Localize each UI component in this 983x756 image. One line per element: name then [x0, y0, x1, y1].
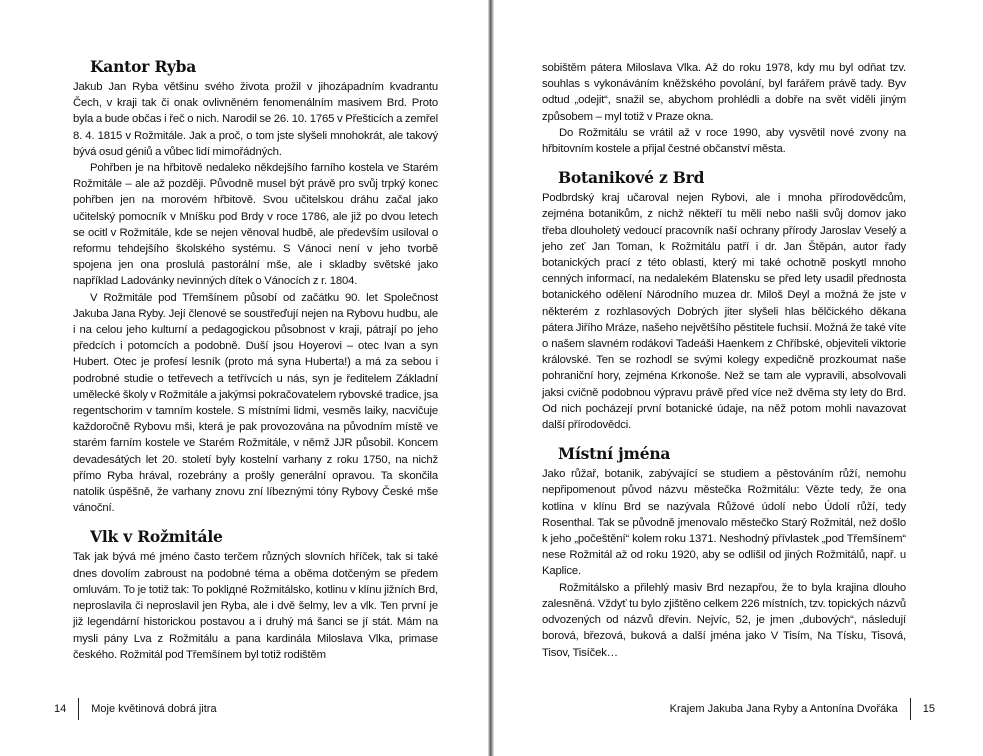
paragraph: Jakub Jan Ryba většinu svého života prožil v jihozápadním kvadrantu Čech, v kraji tak či onak ovlivněném fenomenálním masivem Brd. Proto byla a bude občas i řeč o nich. Narodil se 26. 10. 1765 v Přešticích a zemřel 8. 4. 1815 v Rožmitále. Jak a proč, o tom jste slyšeli mnohokrát, ale takový bývá osud géniů a vůbec lidí mimořádných. — [73, 81, 438, 158]
page-number: 14 — [54, 703, 67, 715]
paragraph: Jako růžař, botanik, zabývající se studiem a pěstováním růží, nemohu nepřipomenout původ názvu městečka Rožmitálu: Vězte tedy, že ona kotlina v klínu Brd se nazývala Růžové údolí nebo Údolí růží, tedy Rosenthal. Tak se původně jmenovalo městečko Starý Rožmitál, než došlo k jeho „počeštění“ kolem roku 1371. Neshodný přívlastek „pod Třemšínem“ nese Rožmitál až od roku 1920, aby se odlišil od jiných Rožmitálů, např. u Kaplice. — [542, 468, 906, 578]
left-page — [0, 0, 488, 756]
left-footer — [54, 698, 217, 720]
paragraph: Do Rožmitálu se vrátil až v roce 1990, aby vysvětil nové zvony na hřbitovním kostele a přijal čestné občanství města. — [542, 126, 906, 156]
section-heading: Kantor Ryba — [90, 57, 197, 76]
paragraph: sobištěm pátera Miloslava Vlka. Až do roku 1978, kdy mu byl odňat tzv. souhlas s vykonáváním kněžského povolání, byl farářem právě tady. Byv odtud „odejit“, snažil se, abychom prohlédli a dobře na svět viděli jiným způsobem – myl totiž v Praze okna. — [542, 62, 906, 123]
section-heading: Vlk v Rožmitále — [90, 527, 223, 547]
section-heading: Botanikové z Brd — [558, 168, 705, 188]
page-number: 15 — [922, 703, 935, 715]
paragraph: Podbrdský kraj učaroval nejen Rybovi, ale i mnoha přírodovědcům, zejména botanikům, z nichž někteří tu měli nebo našli svůj domov jako třeba dlouholetý vedoucí pracovník naší ochrany přírody Jaroslav Veselý a jeho zeť Jan Toman, k Rožmitálu patří i dr. Jan Štěpán, autor řady botanických prací z této oblasti, který mi také ochotně poskytl mnoho cenných informací, na nedalekém Blatensku se před lety usadil přednosta botanického odělení Národního muzea dr. Miloš Deyl a možná že jste v některém z rozhlasových Dobrých jiter slyšeli hlas bělčického děkana pátera Jiřího Mráze, našeho největšího pěstitele fuchsií. Možná že také víte o našem slavném rodákovi Tadeáši Haenkem z Chříbské, objeviteli viktorie královské. Ten se rozhodl se svými kolegy expedičně prozkoumat naše pohraniční hory, zejména Krkonoše. Než se tam ale vypravili, absolvovali jaksi cvičně podobnou výpravu právě před více než dvěma sty lety do Brd. Od nich pocházejí první botanické údaje, na něž potom mohli navazovat další přírodovědci. — [542, 192, 906, 432]
footer-divider — [910, 698, 911, 720]
right-page — [494, 0, 983, 756]
section-heading: Místní jména — [558, 444, 671, 464]
right-text-column — [542, 60, 906, 661]
paragraph: Pohřben je na hřbitově nedaleko někdejšího farního kostela ve Starém Rožmitále – ale až později. Původně musel být právě pro svůj trpký konec pohřben jen na morovém hřbitově. Svou učitelskou dráhu začal jako učitelský pomocník v Mníšku pod Brdy v roce 1786, ale již po dvou letech se ocitl v Rožmitále, kde se nejen věnoval hudbě, ale především usiloval o reformu tehdejšího školského systému. S Vánoci není v jeho tvorbě spojena jen ona proslulá pastorální mše, ale i skladby světské jako například Ladovánky nevinných dítek o Vánocích z r. 1804. — [73, 162, 438, 288]
running-title: Moje květinová dobrá jitra — [91, 703, 217, 715]
running-title: Krajem Jakuba Jana Ryby a Antonína Dvořáka — [669, 703, 898, 715]
right-footer — [670, 698, 935, 720]
paragraph: V Rožmitále pod Třemšínem působí od začátku 90. let Společnost Jakuba Jana Ryby. Její členové se soustřeďují nejen na Rybovu hudbu, ale i na celou jeho kulturní a pedagogickou působnost v kraji, pátrají po jeho předcích i potomcích a podobně. Duší jsou Hoyerovi – otec Ivan a syn Hubert. Otec je profesí lesník (proto má syna Huberta!) a má za sebou i podrobné studie o tetřevech a tetřívcích u nás, syn je ředitelem Základní umělecké školy v Rožmitále a jakýmsi pokračovatelem rybovské tradice, jsa regentschorim v tamním kostele. S místními lidmi, vesměs laiky, nacvičuje každoročně Rybovu mši, která je pak provozována na původním místě ve starém farním kostele ve Starém Rožmitále, v němž JJR působil. Koncem devadesátých let 20. století byly kostelní varhany z roku 1750, na nichž přímo Ryba hrával, rozebrány a prošly generální opravou. Ta skončila natolik úspěšně, že varhany znovu zní líbeznými tóny Rybovy České mše vánoční. — [73, 291, 438, 515]
paragraph: Rožmitálsko a přilehlý masiv Brd nezapřou, že to byla krajina dlouho zalesněná. Vždyť tu bylo zjištěno celkem 226 místních, tzv. topických názvů odvozených od názvů dřevin. Nejvíc, 52, je jmen „dubových“, následují borová, březová, buková a další jména jako V Tisím, Na Tísku, Tisová, Tisov, Tisíček… — [542, 581, 907, 659]
footer-divider — [78, 698, 79, 720]
paragraph: Tak jak bývá mé jméno často terčem různých slovních hříček, tak si také dnes dovolím zabroust na podobné téma a oběma dotčeným se předem omluvám. To je totiž tak: To pokliдné Rožmitálsko, kotlinu v klínu jižních Brd, neproslavila či neproslavil jen Ryba, ale i dvě šelmy, lev a vlk. Ten první je již legendární historickou postavou a i druhý má šanci se jí stát. Mám na mysli pány Lva z Rožmitálu a pana kardinála Miloslava Vlka, primase českého. Rožmitál pod Třemšínem byl totiž rodištěm — [73, 551, 438, 661]
left-text-column — [73, 58, 438, 663]
